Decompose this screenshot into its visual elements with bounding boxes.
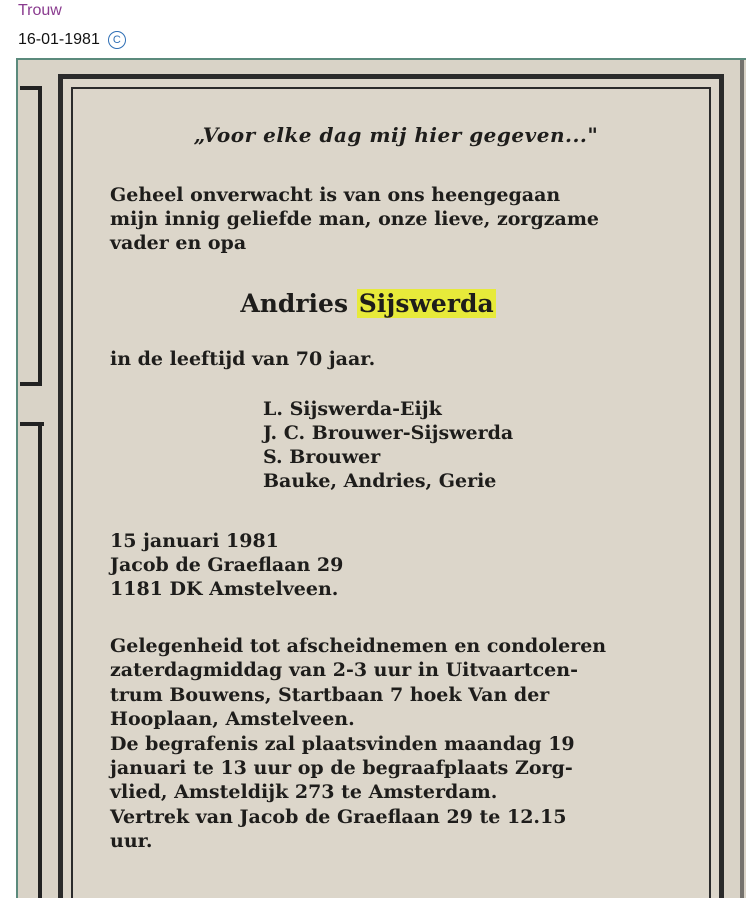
newspaper-clipping <box>16 58 746 898</box>
notice-intro <box>110 183 690 255</box>
family-member: S. Brouwer <box>263 446 381 468</box>
age-line: in de leeftijd van 70 jaar. <box>110 348 376 370</box>
funeral-line: Hooplaan, Amstelveen. <box>110 708 355 731</box>
funeral-line: januari te 13 uur op de begraafplaats Zorg- <box>110 757 573 780</box>
funeral-line: Gelegenheid tot afscheidnemen en condoleren <box>110 635 607 657</box>
notice-motto: „Voor elke dag mij hier gegeven..." <box>193 123 599 147</box>
address-line: Jacob de Graeflaan 29 <box>110 554 344 576</box>
left-column-rule-mid <box>20 382 42 386</box>
publication-date <box>18 31 126 49</box>
deceased-surname-highlighted: Sijswerda <box>358 289 494 318</box>
death-notice <box>58 74 724 898</box>
newspaper-title[interactable]: Trouw <box>18 2 62 19</box>
funeral-line: Vertrek van Jacob de Graeflaan 29 te 12.15 <box>110 805 567 828</box>
intro-line: Geheel onverwacht is van ons heengegaan <box>110 184 561 206</box>
intro-line: mijn innig geliefde man, onze lieve, zorgzame <box>110 208 600 230</box>
family-member: Bauke, Andries, Gerie <box>263 470 497 492</box>
deceased-first-name: Andries <box>240 289 349 318</box>
right-column-rule <box>740 60 744 898</box>
left-column-rule-lower <box>38 422 42 898</box>
funeral-line: uur. <box>110 830 153 853</box>
left-column-rule <box>38 86 42 386</box>
family-list <box>263 397 663 493</box>
address-line: 15 januari 1981 <box>110 530 279 552</box>
funeral-line: De begrafenis zal plaatsvinden maandag 19 <box>110 732 575 755</box>
address-block <box>110 529 690 601</box>
address-line: 1181 DK Amstelveen. <box>110 578 339 600</box>
family-member: L. Sijswerda-Eijk <box>263 398 442 420</box>
family-member: J. C. Brouwer-Sijswerda <box>263 422 514 444</box>
funeral-line: zaterdagmiddag van 2-3 uur in Uitvaartcen- <box>110 659 578 682</box>
funeral-details <box>110 634 690 854</box>
copyright-icon[interactable]: C <box>108 31 126 49</box>
publication-date-text: 16-01-1981 <box>18 31 100 48</box>
deceased-name <box>63 289 673 318</box>
funeral-line: vlied, Amsteldijk 273 te Amsterdam. <box>110 781 498 804</box>
funeral-line: trum Bouwens, Startbaan 7 hoek Van der <box>110 683 550 706</box>
intro-line: vader en opa <box>110 232 247 254</box>
